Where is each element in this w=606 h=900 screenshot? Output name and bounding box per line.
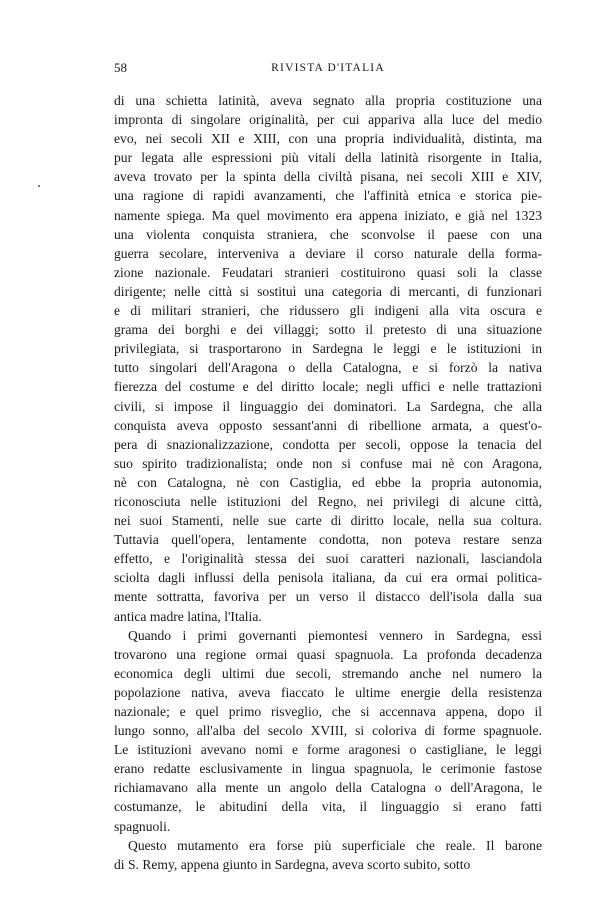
text-line: sciolta dagli influssi della penisola italiana, da cui era ormai politica- — [114, 570, 542, 586]
text-line: mente sottratta, favoriva per un verso il distacco dell'isola dalla sua — [114, 589, 542, 605]
text-line: privilegiata, si trasportarono in Sardegna le leggi e le istituzioni in — [114, 341, 542, 357]
text-line: lungo sonno, all'alba del secolo XVIII, si coloriva di forme spagnuole. — [114, 723, 542, 739]
text-line: di una schietta latinità, aveva segnato alla propria costituzione una — [114, 93, 542, 108]
text-line: impronta di singolare originalità, per cui appariva alla luce del medio — [114, 112, 542, 128]
text-line: una ragione di rapidi avanzamenti, che l'affinità etnica e storica pie- — [114, 188, 542, 204]
paragraph — [114, 91, 542, 626]
text-line: zione nazionale. Feudatari stranieri costituirono quasi soli la classe — [114, 264, 542, 280]
text-line: Quando i primi governanti piemontesi vennero in Sardegna, essi — [128, 627, 542, 643]
text-line: richiamavano alla mente un angolo della Catalogna o dell'Aragona, le — [114, 780, 542, 796]
running-title: RIVISTA D'ITALIA — [271, 62, 385, 74]
text-line: riconosciuta nelle istituzioni del Regno, nei privilegi di alcune città, — [114, 493, 542, 509]
text-line: dirigente; nelle città si sostituì una categoria di mercanti, di funzionari — [114, 283, 542, 299]
text-line: erano redatte esclusivamente in lingua spagnuola, le cerimonie fastose — [114, 761, 542, 777]
text-line: pera di snazionalizzazione, condotta per secoli, oppose la tenacia del — [114, 436, 542, 452]
text-line: economica degli ultimi due secoli, stremando anche nel numero la — [114, 665, 542, 681]
text-line: nè con Catalogna, nè con Castiglia, ed ebbe la propria autonomia, — [114, 474, 542, 490]
text-line: di S. Remy, appena giunto in Sardegna, aveva scorto subito, sotto — [114, 856, 471, 872]
text-line: antica madre latina, l'Italia. — [114, 608, 262, 624]
text-line: costumanze, le abitudini della vita, il linguaggio si erano fatti — [114, 799, 542, 815]
text-line: Tuttavia quell'opera, lentamente condotta, non poteva restare senza — [114, 532, 542, 548]
paragraph — [114, 626, 542, 836]
text-line: civili, si impose il linguaggio dei dominatori. La Sardegna, che alla — [114, 398, 542, 414]
text-line: una violenta conquista straniera, che sconvolse il paese con una — [114, 226, 542, 242]
text-line: conquista aveva opposto sessant'anni di ribellione armata, a quest'o- — [114, 417, 542, 433]
text-line: nei suoi Stamenti, nelle sue carte di diritto locale, nella sua coltura. — [114, 513, 542, 529]
text-line: Le istituzioni avevano nomi e forme aragonesi o castigliane, le leggi — [114, 742, 542, 758]
text-line: guerra secolare, interveniva a deviare il corso naturale della forma- — [114, 245, 542, 261]
text-line: suo spirito tradizionalista; onde non si confuse mai nè con Aragona, — [114, 455, 542, 471]
text-line: trovarono una regione ormai quasi spagnuola. La profonda decadenza — [114, 646, 542, 662]
page-number: 58 — [114, 60, 127, 75]
text-line: tutto singolari dell'Aragona o della Catalogna, e si forzò la nativa — [114, 360, 542, 376]
text-line: fierezza del costume e del diritto locale; negli uffici e nelle trattazioni — [114, 379, 542, 395]
text-line: namente spiega. Ma quel movimento era appena iniziato, e già nel 1323 — [114, 207, 542, 223]
text-line: popolazione nativa, aveva fiaccato le ultime energie della resistenza — [114, 684, 542, 700]
body-text — [114, 91, 542, 874]
text-line: pur legata alle espressioni più vitali della latinità risorgente in Italia, — [114, 150, 542, 166]
text-line: spagnuoli. — [114, 818, 171, 834]
paragraph — [114, 836, 542, 874]
page-header — [114, 60, 542, 80]
scan-speck — [38, 185, 40, 187]
text-line: nazionale; e quel primo risveglio, che si accennava appena, dopo il — [114, 704, 542, 719]
text-line: effetto, e l'originalità stessa dei suoi caratteri nazionali, lasciandola — [114, 551, 542, 567]
text-line: Questo mutamento era forse più superficiale che reale. Il barone — [128, 837, 542, 853]
text-line: aveva trovato per la spinta della civiltà pisana, nei secoli XIII e XIV, — [114, 169, 542, 185]
text-line: evo, nei secoli XII e XIII, con una propria individualità, distinta, ma — [114, 131, 542, 147]
text-line: e di militari stranieri, che ridussero gli indigeni alla vita oscura e — [114, 303, 542, 319]
text-line: grama dei borghi e dei villaggi; sotto il pretesto di una situazione — [114, 322, 542, 338]
